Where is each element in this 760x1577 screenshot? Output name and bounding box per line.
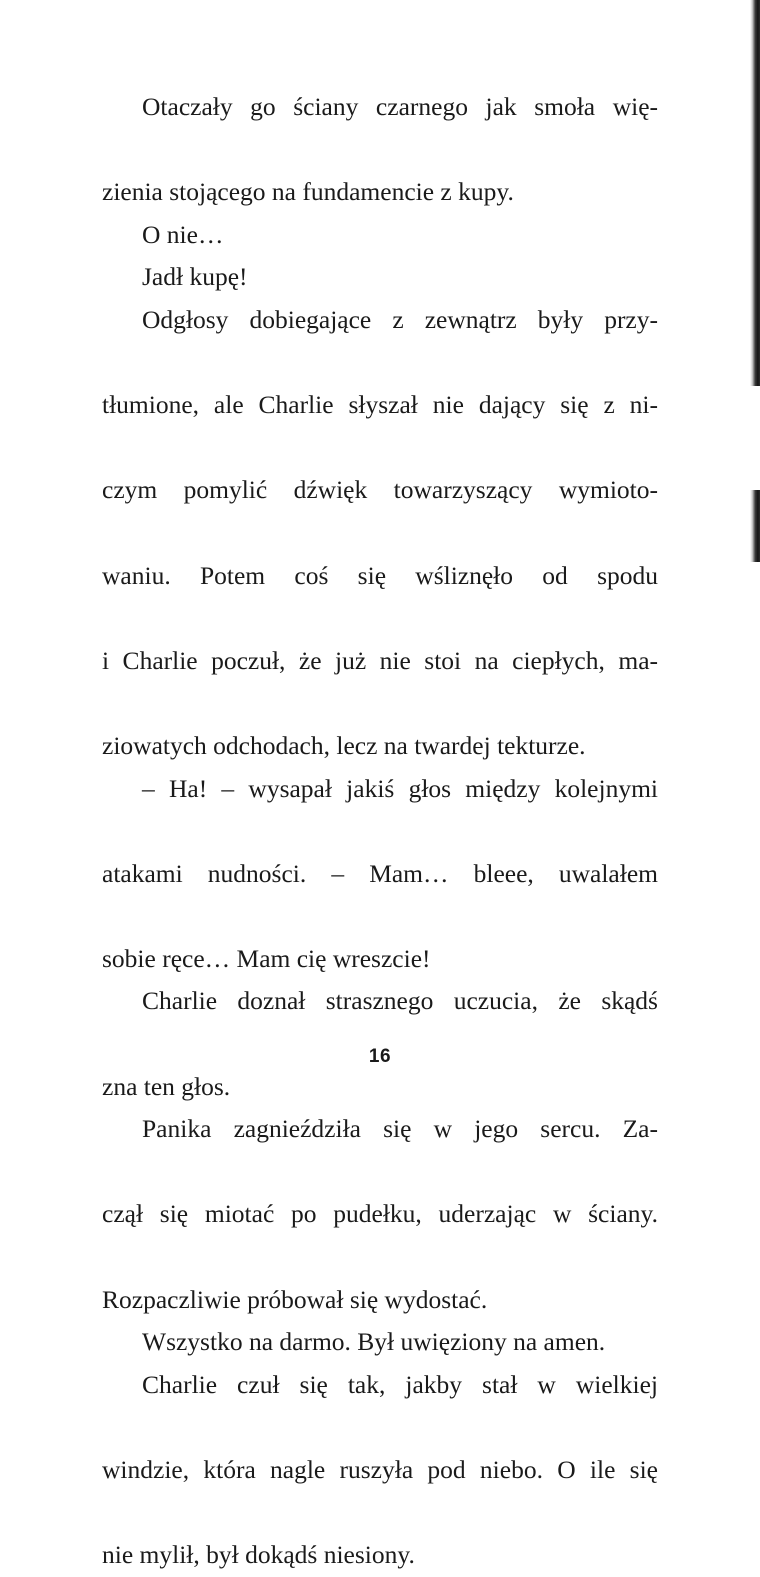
text-line: zienia stojącego na fundamencie z kupy.: [102, 177, 514, 207]
scan-edge-artifact-top: [750, 0, 760, 386]
body-text-column: [102, 86, 658, 1577]
text-line: Otaczały go ściany czarnego jak smoła wię-: [142, 92, 658, 121]
text-line: Charlie czuł się tak, jakby stał w wielkiej: [142, 1369, 658, 1399]
paragraph: [102, 1364, 658, 1577]
text-line: zna ten głos.: [102, 1071, 231, 1101]
text-line: atakami nudności. – Mam… bleee, uwalałem: [102, 858, 658, 888]
text-line: Odgłosy dobiegające z zewnątrz były przy-: [142, 304, 658, 334]
text-line: ziowatych odchodach, lecz na twardej tekturze.: [102, 730, 586, 760]
page-number: 16: [368, 1046, 392, 1067]
paragraph: [102, 980, 658, 1108]
text-line: tłumione, ale Charlie słyszał nie dający się z ni-: [102, 390, 658, 420]
paragraph: [102, 299, 658, 768]
paragraph: [102, 214, 658, 257]
text-line: waniu. Potem coś się wśliznęło od spodu: [102, 560, 658, 590]
paragraph: [102, 1108, 658, 1321]
text-line: Wszystko na darmo. Był uwięziony na amen.: [142, 1327, 606, 1357]
paragraph: [102, 1321, 658, 1364]
text-line: i Charlie poczuł, że już nie stoi na ciepłych, ma-: [102, 645, 658, 675]
paragraph: [102, 86, 658, 214]
text-line: czął się miotać po pudełku, uderzając w ściany.: [102, 1199, 658, 1229]
text-line: sobie ręce… Mam cię wreszcie!: [102, 943, 431, 973]
text-line: czym pomylić dźwięk towarzyszący wymioto-: [102, 475, 658, 505]
text-line: nie mylił, był dokądś niesiony.: [102, 1540, 415, 1570]
paragraph: [102, 768, 658, 981]
text-line: Charlie doznał strasznego uczucia, że skądś: [142, 986, 658, 1016]
text-line: Panika zagnieździła się w jego sercu. Za-: [142, 1114, 658, 1144]
text-line: O nie…: [142, 219, 224, 249]
scan-edge-artifact-middle: [750, 490, 760, 562]
text-line: Jadł kupę!: [142, 262, 248, 292]
text-line: Rozpaczliwie próbował się wydostać.: [102, 1284, 488, 1314]
paragraph: [102, 256, 658, 299]
text-line: windzie, która nagle ruszyła pod niebo. O ile się: [102, 1455, 658, 1484]
text-line: – Ha! – wysapał jakiś głos między kolejnymi: [142, 773, 658, 803]
